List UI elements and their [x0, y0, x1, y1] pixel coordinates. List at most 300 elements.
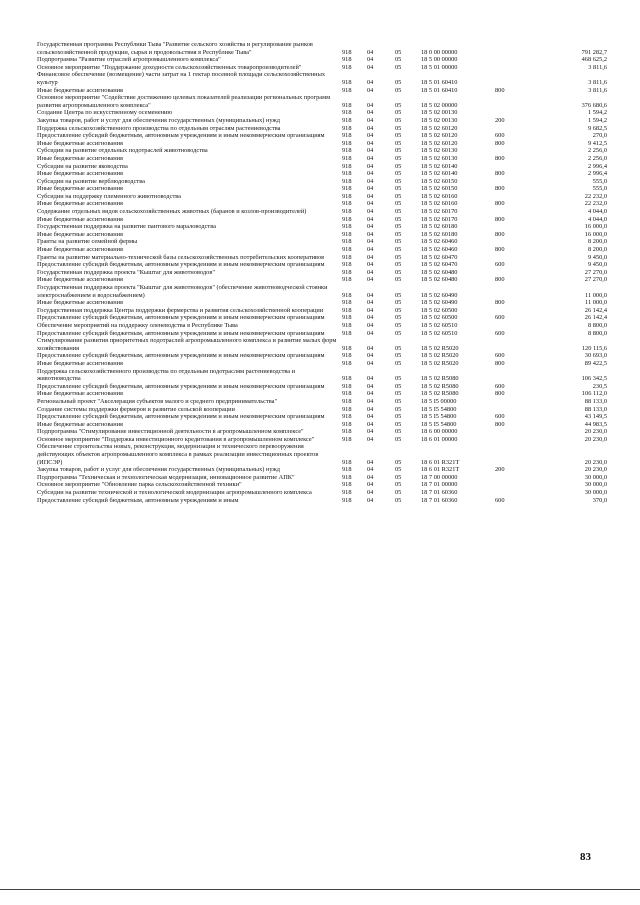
row-description: Иные бюджетные ассигнования [37, 200, 123, 208]
row-description: Иные бюджетные ассигнования [37, 276, 123, 284]
row-section-code: 04 [367, 246, 374, 254]
row-target-article: 18 5 02 60150 [421, 177, 458, 185]
row-description: Подпрограмма "Стимулирование инвестиционной деятельности в агропромышленном комплексе" [37, 428, 304, 436]
row-subsection-code: 05 [395, 215, 402, 223]
row-ministry-code: 918 [342, 306, 352, 314]
table-row [37, 436, 607, 444]
row-amount: 2 996,4 [587, 170, 607, 178]
row-ministry-code: 918 [342, 170, 352, 178]
row-description: Субсидии на развитие верблюдоводства [37, 177, 145, 185]
row-ministry-code: 918 [342, 208, 352, 216]
row-expense-type: 200 [495, 466, 505, 474]
row-target-article: 18 5 01 60410 [421, 78, 458, 86]
row-target-article: 18 5 02 60130 [421, 147, 458, 155]
row-section-code: 04 [367, 170, 374, 178]
row-amount: 9 450,0 [587, 261, 607, 269]
row-amount: 2 256,0 [587, 147, 607, 155]
row-amount: 106 112,0 [581, 390, 607, 398]
table-row [37, 64, 607, 72]
row-subsection-code: 05 [395, 147, 402, 155]
row-ministry-code: 918 [342, 192, 352, 200]
row-section-code: 04 [367, 230, 374, 238]
row-subsection-code: 05 [395, 63, 402, 71]
row-subsection-code: 05 [395, 208, 402, 216]
row-section-code: 04 [367, 496, 374, 504]
row-subsection-code: 05 [395, 291, 402, 299]
row-subsection-code: 05 [395, 56, 402, 64]
row-section-code: 04 [367, 238, 374, 246]
row-subsection-code: 05 [395, 109, 402, 117]
row-subsection-code: 05 [395, 101, 402, 109]
row-subsection-code: 05 [395, 124, 402, 132]
row-section-code: 04 [367, 481, 374, 489]
row-description: Основное мероприятие "Обновление парка сельскохозяйственной техники" [37, 481, 242, 489]
table-row [37, 383, 607, 391]
row-subsection-code: 05 [395, 314, 402, 322]
row-target-article: 18 5 02 00130 [421, 109, 458, 117]
row-amount: 370,0 [592, 496, 607, 504]
row-subsection-code: 05 [395, 116, 402, 124]
table-row [37, 497, 607, 505]
row-section-code: 04 [367, 200, 374, 208]
row-amount: 4 044,0 [587, 215, 607, 223]
row-amount: 8 800,0 [587, 321, 607, 329]
table-row [37, 185, 607, 193]
row-section-code: 04 [367, 458, 374, 466]
table-row [37, 428, 607, 436]
row-section-code: 04 [367, 359, 374, 367]
row-subsection-code: 05 [395, 238, 402, 246]
table-row [37, 132, 607, 140]
row-expense-type: 800 [495, 230, 505, 238]
row-subsection-code: 05 [395, 192, 402, 200]
row-target-article: 18 5 02 60500 [421, 306, 458, 314]
row-expense-type: 600 [495, 382, 505, 390]
row-ministry-code: 918 [342, 466, 352, 474]
row-section-code: 04 [367, 101, 374, 109]
row-ministry-code: 918 [342, 329, 352, 337]
row-amount: 8 200,0 [587, 246, 607, 254]
row-subsection-code: 05 [395, 86, 402, 94]
row-description: Создание Центра по искусственному осеменению [37, 109, 173, 117]
row-section-code: 04 [367, 329, 374, 337]
row-ministry-code: 918 [342, 230, 352, 238]
table-row [37, 398, 607, 406]
row-section-code: 04 [367, 192, 374, 200]
row-ministry-code: 918 [342, 428, 352, 436]
row-subsection-code: 05 [395, 223, 402, 231]
row-amount: 22 232,0 [584, 200, 607, 208]
row-subsection-code: 05 [395, 405, 402, 413]
row-ministry-code: 918 [342, 154, 352, 162]
row-subsection-code: 05 [395, 321, 402, 329]
row-target-article: 18 5 02 R5080 [421, 390, 459, 398]
row-amount: 11 000,0 [585, 291, 607, 299]
row-ministry-code: 918 [342, 132, 352, 140]
row-ministry-code: 918 [342, 481, 352, 489]
row-target-article: 18 5 02 60160 [421, 200, 458, 208]
row-description: Государственная поддержка Центра поддержки фермерства и развития сельскохозяйственной кооперации [37, 306, 324, 314]
table-row [37, 109, 607, 117]
row-target-article: 18 5 01 00000 [421, 63, 458, 71]
row-ministry-code: 918 [342, 397, 352, 405]
row-amount: 26 142,4 [584, 306, 607, 314]
row-amount: 20 230,0 [584, 435, 607, 443]
row-subsection-code: 05 [395, 48, 402, 56]
row-target-article: 18 6 00 00000 [421, 428, 458, 436]
budget-table [37, 41, 607, 504]
row-section-code: 04 [367, 63, 374, 71]
row-section-code: 04 [367, 428, 374, 436]
row-target-article: 18 7 01 00000 [421, 481, 458, 489]
row-expense-type: 800 [495, 299, 505, 307]
row-description: Обеспечение мероприятий на поддержку оленеводства в Республике Тыва [37, 321, 238, 329]
table-row [37, 193, 607, 201]
table-row [37, 178, 607, 186]
row-description: Субсидии на поддержку племенного животноводства [37, 192, 181, 200]
row-amount: 30 693,0 [584, 352, 607, 360]
row-ministry-code: 918 [342, 375, 352, 383]
row-section-code: 04 [367, 268, 374, 276]
row-ministry-code: 918 [342, 299, 352, 307]
row-description: Предоставление субсидий бюджетным, автономным учреждениям и иным некоммерческим организациям [37, 314, 325, 322]
row-target-article: 18 5 02 60180 [421, 230, 458, 238]
row-expense-type: 600 [495, 132, 505, 140]
row-target-article: 18 5 02 00000 [421, 101, 458, 109]
row-target-article: 18 5 02 60470 [421, 253, 458, 261]
row-subsection-code: 05 [395, 253, 402, 261]
row-target-article: 18 5 02 60510 [421, 329, 458, 337]
row-ministry-code: 918 [342, 291, 352, 299]
table-row [37, 421, 607, 429]
row-section-code: 04 [367, 314, 374, 322]
table-row [37, 352, 607, 360]
row-description: Иные бюджетные ассигнования [37, 230, 123, 238]
row-subsection-code: 05 [395, 170, 402, 178]
row-amount: 270,0 [592, 132, 607, 140]
row-subsection-code: 05 [395, 375, 402, 383]
row-description: Предоставление субсидий бюджетным, автономным учреждениям и иным некоммерческим организациям [37, 382, 325, 390]
row-subsection-code: 05 [395, 489, 402, 497]
row-subsection-code: 05 [395, 246, 402, 254]
row-subsection-code: 05 [395, 382, 402, 390]
row-description: Иные бюджетные ассигнования [37, 185, 123, 193]
row-section-code: 04 [367, 489, 374, 497]
row-subsection-code: 05 [395, 481, 402, 489]
row-section-code: 04 [367, 223, 374, 231]
row-subsection-code: 05 [395, 466, 402, 474]
row-amount: 555,0 [592, 185, 607, 193]
footer-divider [0, 889, 640, 890]
table-row [37, 489, 607, 497]
row-section-code: 04 [367, 291, 374, 299]
row-subsection-code: 05 [395, 230, 402, 238]
row-description: Иные бюджетные ассигнования [37, 154, 123, 162]
row-expense-type: 800 [495, 139, 505, 147]
row-expense-type: 800 [495, 154, 505, 162]
row-section-code: 04 [367, 208, 374, 216]
row-target-article: 18 5 02 R5080 [421, 382, 459, 390]
row-target-article: 18 5 02 60480 [421, 276, 458, 284]
row-description: Обеспечение строительства новых, реконструкция, модернизация и технического перевооружения действующих объектов агропромышленного комплекса в рамках реализации инвестиционных проектов (ИПСЭР) [37, 443, 319, 466]
row-expense-type: 800 [495, 185, 505, 193]
row-section-code: 04 [367, 435, 374, 443]
table-row [37, 41, 607, 56]
row-ministry-code: 918 [342, 413, 352, 421]
row-ministry-code: 918 [342, 261, 352, 269]
row-section-code: 04 [367, 420, 374, 428]
row-ministry-code: 918 [342, 276, 352, 284]
row-amount: 376 680,6 [581, 101, 607, 109]
row-description: Предоставление субсидий бюджетным, автономным учреждениям и иным некоммерческим организациям [37, 413, 325, 421]
row-amount: 2 256,0 [587, 154, 607, 162]
row-ministry-code: 918 [342, 435, 352, 443]
row-section-code: 04 [367, 215, 374, 223]
row-target-article: 18 5 I5 00000 [421, 397, 457, 405]
table-row [37, 147, 607, 155]
table-row [37, 314, 607, 322]
row-amount: 27 270,0 [584, 268, 607, 276]
table-row [37, 330, 607, 338]
row-subsection-code: 05 [395, 154, 402, 162]
row-description: Иные бюджетные ассигнования [37, 215, 123, 223]
row-ministry-code: 918 [342, 223, 352, 231]
table-row [37, 481, 607, 489]
row-section-code: 04 [367, 473, 374, 481]
row-target-article: 18 5 02 60170 [421, 208, 458, 216]
table-row [37, 125, 607, 133]
row-description: Иные бюджетные ассигнования [37, 139, 123, 147]
row-expense-type: 200 [495, 116, 505, 124]
row-ministry-code: 918 [342, 139, 352, 147]
row-subsection-code: 05 [395, 276, 402, 284]
row-description: Иные бюджетные ассигнования [37, 359, 123, 367]
row-amount: 30 000,0 [584, 489, 607, 497]
row-expense-type: 600 [495, 496, 505, 504]
table-row [37, 231, 607, 239]
row-subsection-code: 05 [395, 352, 402, 360]
row-amount: 16 000,0 [584, 223, 607, 231]
row-subsection-code: 05 [395, 420, 402, 428]
row-section-code: 04 [367, 321, 374, 329]
row-subsection-code: 05 [395, 359, 402, 367]
row-ministry-code: 918 [342, 458, 352, 466]
row-ministry-code: 918 [342, 382, 352, 390]
row-amount: 89 422,5 [584, 359, 607, 367]
table-row [37, 87, 607, 95]
row-description: Основное мероприятие "Поддержка инвестиционного кредитования в агропромышленном комплексе" [37, 435, 315, 443]
row-description: Предоставление субсидий бюджетным, автономным учреждениям и иным некоммерческим организациям [37, 261, 325, 269]
row-subsection-code: 05 [395, 78, 402, 86]
table-row [37, 216, 607, 224]
row-target-article: 18 6 01 R321T [421, 458, 460, 466]
table-row [37, 284, 607, 299]
row-target-article: 18 5 I5 54800 [421, 413, 457, 421]
row-target-article: 18 6 01 00000 [421, 435, 458, 443]
row-ministry-code: 918 [342, 359, 352, 367]
row-ministry-code: 918 [342, 321, 352, 329]
row-description: Финансовое обеспечение (возмещение) части затрат на 1 гектар посевной площади сельскохозяйственных культур [37, 71, 325, 86]
row-section-code: 04 [367, 154, 374, 162]
row-amount: 9 450,0 [587, 253, 607, 261]
row-ministry-code: 918 [342, 215, 352, 223]
row-description: Государственная поддержка проекта "Кыштаг для животноводов" (обеспечение животноводческой стоянки электроснабжением и водоснабжением) [37, 284, 328, 299]
table-row [37, 466, 607, 474]
row-expense-type: 600 [495, 352, 505, 360]
table-row [37, 170, 607, 178]
row-section-code: 04 [367, 124, 374, 132]
table-row [37, 269, 607, 277]
row-target-article: 18 5 00 00000 [421, 56, 458, 64]
row-description: Субсидии на развитие технической и технологической модернизации агропромышленного комплекса [37, 489, 312, 497]
row-section-code: 04 [367, 147, 374, 155]
row-amount: 1 594,2 [587, 116, 607, 124]
row-expense-type: 800 [495, 246, 505, 254]
row-section-code: 04 [367, 390, 374, 398]
row-ministry-code: 918 [342, 268, 352, 276]
row-target-article: 18 5 02 60160 [421, 192, 458, 200]
row-amount: 3 811,6 [588, 63, 607, 71]
row-ministry-code: 918 [342, 200, 352, 208]
table-row [37, 238, 607, 246]
row-section-code: 04 [367, 352, 374, 360]
row-target-article: 18 5 02 60140 [421, 170, 458, 178]
row-description: Предоставление субсидий бюджетным, автономным учреждениям и иным некоммерческим организациям [37, 329, 325, 337]
row-amount: 88 133,0 [584, 397, 607, 405]
row-ministry-code: 918 [342, 253, 352, 261]
row-ministry-code: 918 [342, 344, 352, 352]
table-row [37, 163, 607, 171]
row-amount: 2 996,4 [587, 162, 607, 170]
row-expense-type: 800 [495, 200, 505, 208]
table-row [37, 360, 607, 368]
row-expense-type: 800 [495, 215, 505, 223]
row-amount: 3 811,6 [588, 78, 607, 86]
row-amount: 1 594,2 [587, 109, 607, 117]
table-row [37, 443, 607, 466]
row-section-code: 04 [367, 466, 374, 474]
row-ministry-code: 918 [342, 473, 352, 481]
row-amount: 30 000,0 [584, 481, 607, 489]
row-amount: 791 282,7 [581, 48, 607, 56]
row-target-article: 18 7 01 60360 [421, 489, 458, 497]
row-section-code: 04 [367, 139, 374, 147]
row-description: Региональный проект "Акселерация субъектов малого и среднего предпринимательства" [37, 397, 278, 405]
table-row [37, 307, 607, 315]
row-expense-type: 800 [495, 359, 505, 367]
row-target-article: 18 6 01 R321T [421, 466, 460, 474]
row-description: Содержание отдельных видов сельскохозяйственных животных (баранов и козлов-производителей) [37, 208, 307, 216]
row-target-article: 18 5 02 60470 [421, 261, 458, 269]
row-expense-type: 600 [495, 261, 505, 269]
row-target-article: 18 5 02 60130 [421, 154, 458, 162]
row-expense-type: 800 [495, 420, 505, 428]
row-ministry-code: 918 [342, 101, 352, 109]
row-subsection-code: 05 [395, 299, 402, 307]
row-subsection-code: 05 [395, 397, 402, 405]
row-subsection-code: 05 [395, 435, 402, 443]
row-subsection-code: 05 [395, 200, 402, 208]
row-section-code: 04 [367, 299, 374, 307]
table-row [37, 254, 607, 262]
table-row [37, 71, 607, 86]
row-description: Основное мероприятие "Содействие достижению целевых показателей реализации региональных программ развития агропромышленного комплекса" [37, 94, 331, 109]
row-description: Государственная поддержка проекта "Кыштаг для животноводов" [37, 268, 215, 276]
table-row [37, 246, 607, 254]
row-description: Субсидии на развитие яководства [37, 162, 128, 170]
row-target-article: 18 5 02 R5020 [421, 352, 459, 360]
row-subsection-code: 05 [395, 496, 402, 504]
row-ministry-code: 918 [342, 314, 352, 322]
row-subsection-code: 05 [395, 344, 402, 352]
table-row [37, 390, 607, 398]
row-ministry-code: 918 [342, 489, 352, 497]
row-amount: 3 811,6 [588, 86, 607, 94]
row-target-article: 18 5 02 60460 [421, 238, 458, 246]
row-subsection-code: 05 [395, 185, 402, 193]
table-row [37, 117, 607, 125]
row-section-code: 04 [367, 261, 374, 269]
row-ministry-code: 918 [342, 116, 352, 124]
table-row [37, 299, 607, 307]
row-subsection-code: 05 [395, 268, 402, 276]
table-row [37, 56, 607, 64]
row-section-code: 04 [367, 382, 374, 390]
row-ministry-code: 918 [342, 177, 352, 185]
row-amount: 16 000,0 [584, 230, 607, 238]
row-expense-type: 800 [495, 390, 505, 398]
row-target-article: 18 5 02 60460 [421, 246, 458, 254]
row-section-code: 04 [367, 48, 374, 56]
row-target-article: 18 5 02 60150 [421, 185, 458, 193]
table-row [37, 322, 607, 330]
page-number: 83 [580, 851, 591, 863]
row-section-code: 04 [367, 177, 374, 185]
row-amount: 4 044,0 [587, 208, 607, 216]
row-section-code: 04 [367, 276, 374, 284]
table-row [37, 337, 607, 352]
row-amount: 9 412,5 [587, 139, 607, 147]
row-description: Предоставление субсидий бюджетным, автономным учреждениям и иным [37, 496, 239, 504]
row-subsection-code: 05 [395, 428, 402, 436]
row-section-code: 04 [367, 413, 374, 421]
row-amount: 20 230,0 [584, 458, 607, 466]
row-amount: 26 142,4 [584, 314, 607, 322]
row-target-article: 18 5 02 60180 [421, 223, 458, 231]
row-description: Субсидии на развитие отдельных подотраслей животноводства [37, 147, 208, 155]
table-row [37, 223, 607, 231]
row-amount: 230,5 [592, 382, 607, 390]
row-ministry-code: 918 [342, 63, 352, 71]
row-amount: 9 682,5 [587, 124, 607, 132]
table-row [37, 368, 607, 383]
row-target-article: 18 5 02 R5020 [421, 359, 459, 367]
row-description: Иные бюджетные ассигнования [37, 246, 123, 254]
row-subsection-code: 05 [395, 390, 402, 398]
row-ministry-code: 918 [342, 147, 352, 155]
table-row [37, 474, 607, 482]
row-description: Подпрограмма "Техническая и технологическая модернизация, инновационное развитие АПК" [37, 473, 295, 481]
row-ministry-code: 918 [342, 56, 352, 64]
row-ministry-code: 918 [342, 86, 352, 94]
row-section-code: 04 [367, 132, 374, 140]
row-amount: 43 149,5 [584, 413, 607, 421]
row-expense-type: 800 [495, 86, 505, 94]
row-description: Иные бюджетные ассигнования [37, 86, 123, 94]
row-section-code: 04 [367, 306, 374, 314]
row-target-article: 18 5 02 60480 [421, 268, 458, 276]
row-target-article: 18 5 02 00130 [421, 116, 458, 124]
